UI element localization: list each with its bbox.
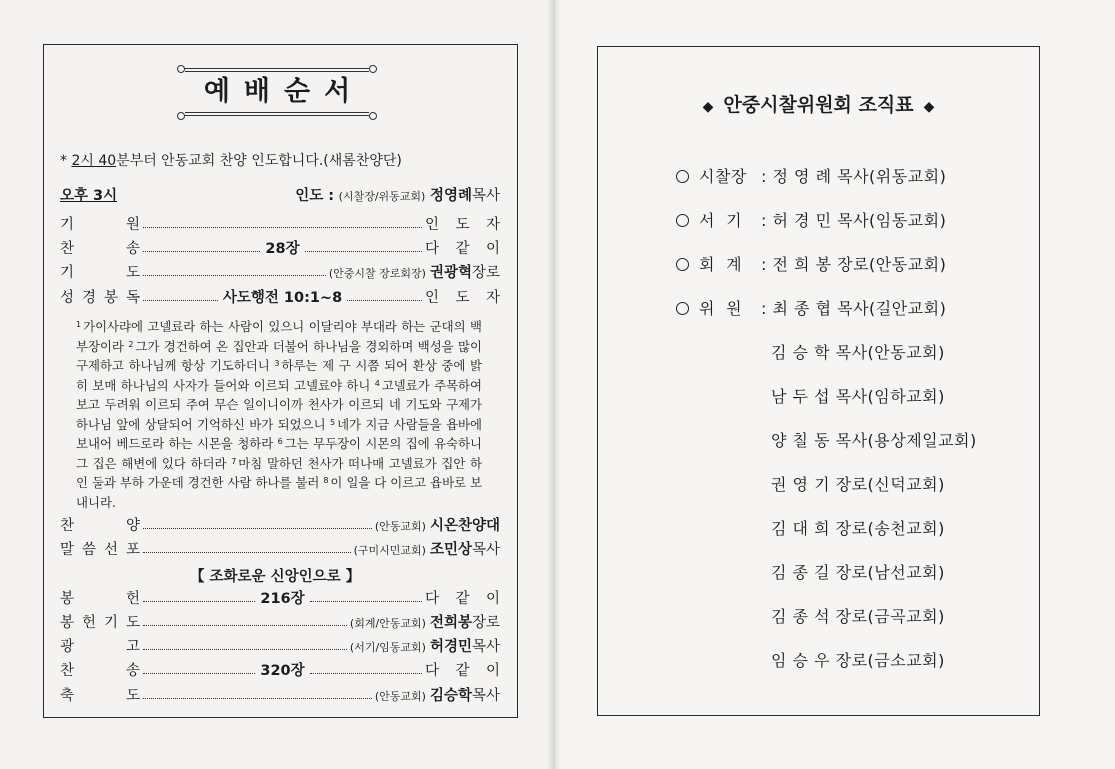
- page-fold: [548, 0, 560, 769]
- person-title: 다 같 이: [425, 590, 500, 607]
- order-person: [350, 635, 500, 656]
- officer-role: 시찰장: [699, 167, 747, 186]
- service-time: 오후 3시: [60, 188, 118, 204]
- order-label: 봉 헌: [60, 590, 140, 607]
- person-title: 다 같 이: [425, 662, 500, 679]
- order-row: [60, 634, 500, 656]
- order-row: [60, 212, 500, 234]
- order-person: [350, 611, 500, 632]
- person-name: 전희봉: [429, 614, 472, 631]
- order-row: [60, 586, 500, 608]
- person-note: (안중시찰 장로회장): [328, 266, 426, 280]
- person-note: (안동교회): [374, 519, 426, 533]
- order-label: 찬 양: [60, 517, 140, 534]
- dot-leader: [310, 673, 422, 674]
- person-title: 인 도 자: [425, 216, 500, 233]
- verse-number: 7: [231, 456, 237, 466]
- pre-service-note: [60, 150, 402, 170]
- order-label: 광 고: [60, 638, 140, 655]
- person-name: 김승학: [429, 687, 472, 704]
- person-title: 다 같 이: [425, 240, 500, 257]
- member-row: 김 승 학 목사(안동교회): [771, 343, 945, 362]
- verse-text: 마침 말하던 천사가 떠나매 고넬료가 집안 하인 둘과 부하 가운데 경건한 사람 하나를 불러: [76, 455, 482, 490]
- officer-name: 정 영 례 목사(위동교회): [772, 167, 947, 186]
- circle-bullet-icon: [676, 302, 689, 315]
- officer-role: 회 계: [699, 255, 743, 274]
- member-row: 권 영 기 장로(신덕교회): [771, 475, 945, 494]
- order-person: [375, 514, 500, 535]
- service-header: [60, 184, 500, 205]
- person-note: (안동교회): [374, 689, 426, 703]
- circle-bullet-icon: [676, 214, 689, 227]
- person-title: 목사: [471, 541, 500, 558]
- member-row: 김 대 희 장로(송천교회): [771, 519, 945, 538]
- person-note: (서기/임동교회): [349, 640, 426, 654]
- person-name: 허경민: [429, 638, 472, 655]
- person-note: (구미시민교회): [353, 543, 426, 557]
- note-time: 2시 40: [71, 153, 117, 169]
- order-person: [425, 659, 500, 680]
- dot-leader: [143, 673, 255, 674]
- officer-row: 시찰장 : 정 영 례 목사(위동교회): [676, 164, 946, 187]
- verse-text: 가이사랴에 고넬료라 하는 사람이 있으니 이달리야 부대라 하는 군대의 백부장이라: [76, 319, 482, 354]
- order-label: 말 씀 선 포: [60, 541, 140, 558]
- person-title: 장로: [471, 264, 500, 281]
- order-label: 기 도: [60, 264, 140, 281]
- order-label: 찬 송: [60, 662, 140, 679]
- circle-bullet-icon: [676, 258, 689, 271]
- officer-role: 서 기: [699, 211, 743, 230]
- order-person: [425, 213, 500, 234]
- order-person: [354, 538, 500, 559]
- order-row: [60, 610, 500, 632]
- person-name: 권광혁: [429, 264, 472, 281]
- order-row: [60, 236, 500, 258]
- order-label: 성 경 봉 독: [60, 289, 140, 306]
- scripture-text: [76, 317, 482, 512]
- person-name: 시온찬양대: [429, 517, 500, 534]
- officer-name: 최 종 협 목사(길안교회): [772, 299, 947, 318]
- officer-name: 허 경 민 목사(임동교회): [772, 211, 947, 230]
- dot-leader: [143, 227, 422, 228]
- order-person: [425, 587, 500, 608]
- verse-number: 6: [277, 437, 283, 446]
- order-label: 축 도: [60, 687, 140, 704]
- officer-row: 서 기 : 허 경 민 목사(임동교회): [676, 208, 946, 231]
- dot-leader: [143, 552, 351, 553]
- sermon-title-banner: 【 조화로운 신앙인으로 】: [190, 569, 361, 585]
- order-label: 찬 송: [60, 240, 140, 257]
- page-title: 예배순서: [203, 76, 365, 107]
- member-row: 양 칠 동 목사(용상제일교회): [771, 431, 977, 450]
- hymn-or-passage: 사도행전 10:1~8: [222, 289, 343, 306]
- dot-leader: [347, 300, 422, 301]
- person-note: (회계/안동교회): [349, 616, 426, 630]
- dot-leader: [143, 528, 372, 529]
- dot-leader: [143, 275, 326, 276]
- verse-number: 3: [274, 359, 280, 368]
- order-row: [60, 513, 500, 535]
- hymn-or-passage: 28장: [265, 240, 300, 257]
- dot-leader: [310, 601, 422, 602]
- person-title: 인 도 자: [425, 289, 500, 306]
- note-text: 분부터 안동교회 찬양 인도합니다.(새롬찬양단): [116, 153, 402, 169]
- verse-text: 이 일을 다 이르고 욥바로 보내니라.: [76, 475, 483, 510]
- order-label: 기 원: [60, 216, 140, 233]
- order-label: 봉 헌 기 도: [60, 614, 140, 631]
- title-ornament: [185, 66, 369, 118]
- verse-text: 네가 지금 사람들을 욥바에 보내어 베드로라 하는 시몬을 청하라: [76, 416, 482, 451]
- verse-number: 4: [374, 378, 380, 388]
- note-mark: *: [60, 153, 67, 169]
- order-person: [375, 684, 500, 705]
- member-row: 남 두 섭 목사(임하교회): [771, 387, 945, 406]
- member-row: 임 승 우 장로(금소교회): [771, 651, 945, 670]
- member-row: 김 종 길 장로(남선교회): [771, 563, 945, 582]
- order-row: [60, 537, 500, 559]
- committee-title: ◆ 안중시찰위원회 조직표 ◆: [702, 94, 935, 116]
- circle-bullet-icon: [676, 170, 689, 183]
- verse-number: 5: [329, 417, 336, 427]
- order-person: [329, 261, 500, 282]
- hymn-or-passage: 320장: [260, 662, 305, 679]
- verse-number: 1: [76, 320, 82, 329]
- person-name: 조민상: [429, 541, 472, 558]
- verse-number: 2: [128, 339, 134, 349]
- verse-text: 그는 무두장이 시몬의 집에 유숙하니 그 집은 해변에 있다 하더라: [76, 436, 483, 471]
- hymn-or-passage: 216장: [260, 590, 305, 607]
- order-row: [60, 285, 500, 307]
- order-row: [60, 260, 500, 282]
- person-title: 장로: [471, 614, 500, 631]
- member-row: 김 종 석 장로(금곡교회): [771, 607, 945, 626]
- officer-role: 위 원: [699, 299, 743, 318]
- verse-number: 8: [323, 476, 329, 485]
- order-row: [60, 658, 500, 680]
- officer-row: 회 계 : 전 희 봉 장로(안동교회): [676, 252, 946, 275]
- dot-leader: [143, 649, 347, 650]
- order-person: [425, 286, 500, 307]
- order-row: [60, 683, 500, 705]
- dot-leader: [143, 625, 347, 626]
- dot-leader: [305, 251, 422, 252]
- dot-leader: [143, 698, 372, 699]
- dot-leader: [143, 601, 255, 602]
- diamond-icon: ◆: [923, 99, 935, 115]
- officer-row: 위 원 : 최 종 협 목사(길안교회): [676, 296, 946, 319]
- service-leader: 인도 : (시찰장/위동교회) 정영례목사: [295, 188, 500, 204]
- person-title: 목사: [471, 638, 500, 655]
- officer-name: 전 희 봉 장로(안동교회): [772, 255, 947, 274]
- dot-leader: [143, 300, 218, 301]
- verse-text: 고넬료가 주목하여 보고 두려워 이르되 주여 무슨 일이니이까 천사가 이르되 네 기도와 구제가 하나님 앞에 상달되어 기억하신 바가 되었으니: [76, 377, 482, 432]
- verse-text: 하루는 제 구 시쯤 되어 환상 중에 밝히 보매 하나님의 사자가 들어와 이르되 고넬료야 하니: [76, 358, 482, 393]
- diamond-icon: ◆: [702, 99, 714, 115]
- verse-text: 그가 경건하여 온 집안과 더불어 하나님을 경외하며 백성을 많이 구제하고 하나님께 항상 기도하더니: [76, 338, 482, 373]
- dot-leader: [143, 251, 260, 252]
- person-title: 목사: [471, 687, 500, 704]
- order-person: [425, 237, 500, 258]
